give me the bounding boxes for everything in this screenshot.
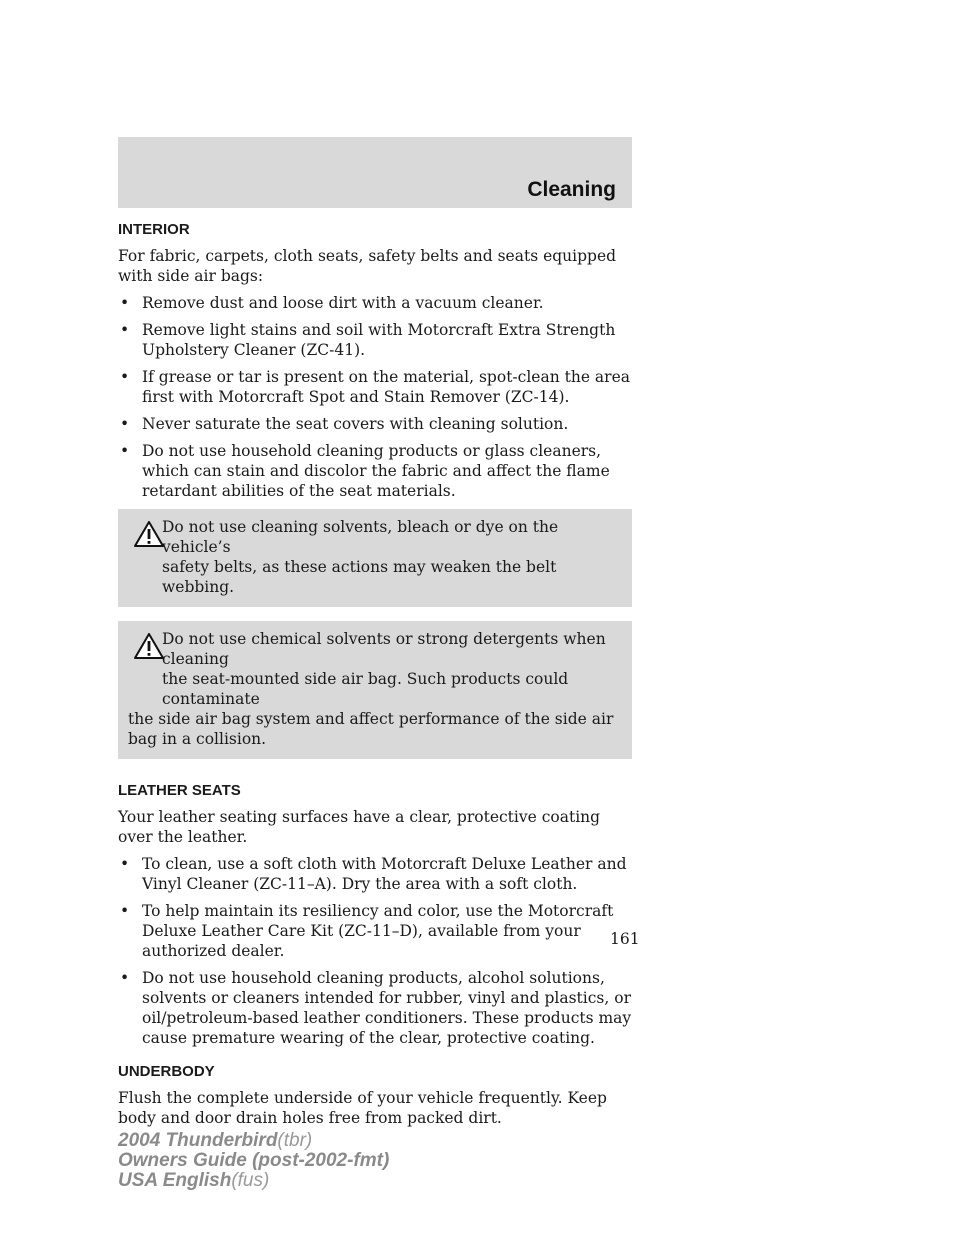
footer-guide: Owners Guide (post-2002-fmt) [118, 1150, 390, 1171]
bullet-glyph: • [120, 294, 130, 312]
footer-document-info [118, 1131, 389, 1191]
underbody-heading: UNDERBODY [118, 1063, 215, 1080]
footer-language: USA English [118, 1170, 232, 1191]
warning-text: the seat-mounted side air bag. Such products could contaminate [162, 670, 569, 708]
warning-text: the side air bag system and affect performance of the side air bag in a collision. [128, 710, 614, 748]
section-title: Cleaning [527, 178, 616, 201]
footer-model-code: (tbr) [277, 1130, 313, 1151]
interior-heading: INTERIOR [118, 221, 190, 238]
warning-text: Do not use cleaning solvents, bleach or dye on the vehicle’s [162, 518, 559, 556]
list-item: • To help maintain its resiliency and color, use the Motorcraft Deluxe Leather Care Kit (ZC-11–D), available from your authorized dealer. [120, 902, 614, 960]
list-item: • If grease or tar is present on the material, spot-clean the area first with Motorcraft Spot and Stain Remover (ZC-14). [120, 368, 630, 406]
list-item: • Do not use household cleaning products, alcohol solutions, solvents or cleaners intended for rubber, vinyl and plastics, or oil/petroleum-based leather conditioners. These products may cause premature wearing of the clear, protective coating. [120, 969, 632, 1047]
footer-model: 2004 Thunderbird [118, 1130, 278, 1151]
list-item: • Remove dust and loose dirt with a vacuum cleaner. [120, 294, 544, 312]
bullet-glyph: • [120, 368, 130, 386]
page-number: 161 [610, 930, 640, 948]
list-item: • Do not use household cleaning products or glass cleaners, which can stain and discolor the fabric and affect the flame retardant abilities of the seat materials. [120, 442, 610, 500]
leather-bullet-list [118, 854, 632, 1048]
page-content [118, 220, 632, 1135]
warning-text: Do not use chemical solvents or strong detergents when cleaning [162, 630, 606, 668]
bullet-glyph: • [120, 855, 130, 873]
bullet-glyph: • [120, 442, 130, 460]
warning-box-safety-belts [118, 509, 632, 607]
warning-triangle-icon [134, 521, 164, 547]
underbody-section [118, 1062, 632, 1128]
leather-heading: LEATHER SEATS [118, 782, 241, 799]
warning-box-side-air-bag [118, 621, 632, 759]
leather-intro: Your leather seating surfaces have a clear, protective coating over the leather. [118, 808, 601, 846]
warning-text: safety belts, as these actions may weaken the belt webbing. [162, 558, 557, 596]
interior-section [118, 220, 632, 759]
bullet-glyph: • [120, 969, 130, 987]
warning-triangle-icon [134, 633, 164, 659]
bullet-glyph: • [120, 415, 130, 433]
interior-intro: For fabric, carpets, cloth seats, safety belts and seats equipped with side air bags: [118, 247, 617, 285]
interior-bullet-list [118, 293, 632, 501]
list-item: • Never saturate the seat covers with cleaning solution. [120, 415, 569, 433]
list-item: • Remove light stains and soil with Motorcraft Extra Strength Upholstery Cleaner (ZC-41). [120, 321, 616, 359]
header-band [118, 137, 632, 208]
list-item: • To clean, use a soft cloth with Motorcraft Deluxe Leather and Vinyl Cleaner (ZC-11–A). Dry the area with a soft cloth. [120, 855, 627, 893]
bullet-glyph: • [120, 902, 130, 920]
leather-section [118, 781, 632, 1048]
footer-language-code: (fus) [231, 1170, 270, 1191]
underbody-text: Flush the complete underside of your vehicle frequently. Keep body and door drain holes free from packed dirt. [118, 1089, 607, 1127]
bullet-glyph: • [120, 321, 130, 339]
